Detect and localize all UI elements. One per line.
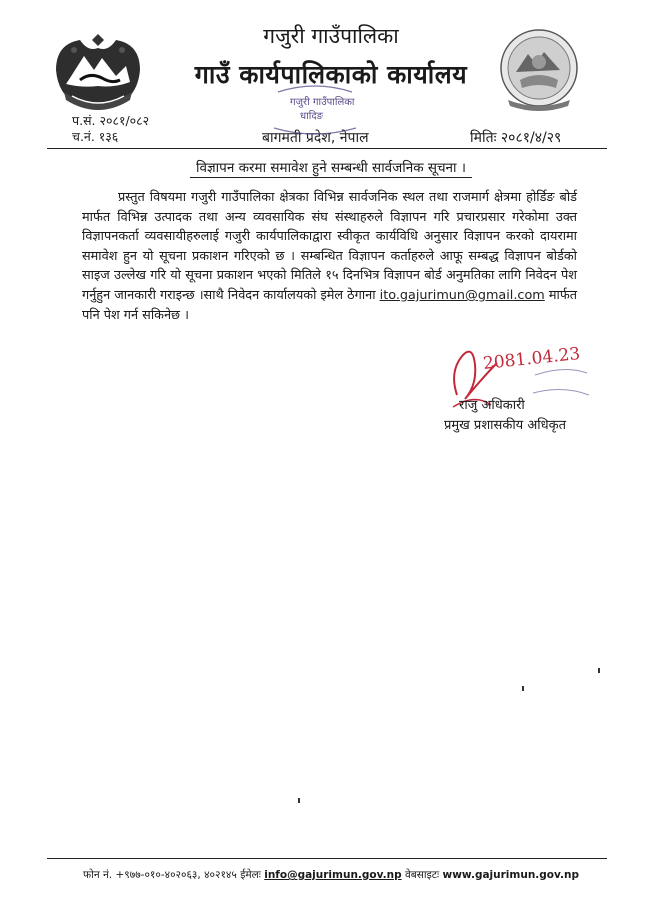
scan-speck: [298, 798, 300, 803]
stamp-line-2: धादिङ: [300, 111, 324, 122]
footer-contact: [0, 868, 662, 882]
footer-divider: [47, 858, 607, 859]
header-divider: [47, 148, 607, 149]
footer-web-label: वेबसाइटः: [404, 869, 440, 881]
municipality-name: गजुरी गाउँपालिका: [263, 24, 399, 48]
letter-date: मितिः २०८१/४/२९: [470, 130, 562, 146]
footer-phone: +९७७-०१०-४०२०६३, ४०२१४५: [115, 869, 237, 881]
footer-email-label: ईमेलः: [240, 869, 261, 881]
notice-body: [82, 188, 577, 325]
notice-subject: [0, 158, 662, 176]
scan-speck: [598, 668, 600, 673]
office-address: बागमती प्रदेश, नेपाल: [262, 130, 369, 146]
signatory-title: प्रमुख प्रशासकीय अधिकृत: [444, 418, 567, 433]
office-name: गाउँ कार्यपालिकाको कार्यालय: [194, 60, 468, 89]
reference-number: च.नं. १३६: [72, 129, 119, 144]
stamp-line-1: गजुरी गाउँपालिका: [290, 97, 355, 108]
body-email-link[interactable]: ito.gajurimun@gmail.com: [379, 287, 545, 303]
footer-website[interactable]: www.gajurimun.gov.np: [442, 869, 579, 881]
office-stamp: [260, 78, 370, 144]
scan-speck: [522, 686, 524, 691]
body-tail: मार्फत पनि पेश गर्न सकिनेछ ।: [82, 287, 577, 323]
fiscal-year: प.सं. २०८१/०८२: [72, 113, 150, 128]
subject-text: विज्ञापन करमा समावेश हुने सम्बन्धी सार्वजनिक सूचना ।: [190, 160, 472, 178]
footer-email[interactable]: info@gajurimun.gov.np: [264, 869, 402, 881]
body-text: प्रस्तुत विषयमा गजुरी गाउँपालिका क्षेत्रका विभिन्न सार्वजनिक स्थल तथा राजमार्ग क्षेत्रमा होर्डिङ बोर्ड मार्फत विभिन्न उत्पादक तथा अन्य व्यवसायिक संघ संस्थाहरुले विज्ञापन गरि प्रचारप्रसार गरेकोमा उक्त विज्ञापनकर्ता व्यवसायीहरुलाई गजुरी कार्यपालिकाद्वारा स्वीकृत कार्यविधि अनुसार विज्ञापन करको दायरामा समावेश हुन यो सूचना प्रकाशन गरिएको छ । सम्बन्धित विज्ञापन कर्ताहरुले आफू सम्बद्ध विज्ञापन बोर्डको साइज उल्लेख गरि यो सूचना प्रकाशन भएको मितिले १५ दिनभित्र विज्ञापन बोर्ड अनुमतिका लागि निवेदन पेश गर्नुहुन जानकारी गराइन्छ ।साथै निवेदन कार्यालयको इमेल ठेगाना: [82, 190, 577, 303]
footer-phone-label: फोन नं.: [83, 869, 113, 881]
signature-date: 2081.04.23: [482, 343, 582, 375]
signatory-name: राजु अधिकारी: [459, 398, 525, 413]
